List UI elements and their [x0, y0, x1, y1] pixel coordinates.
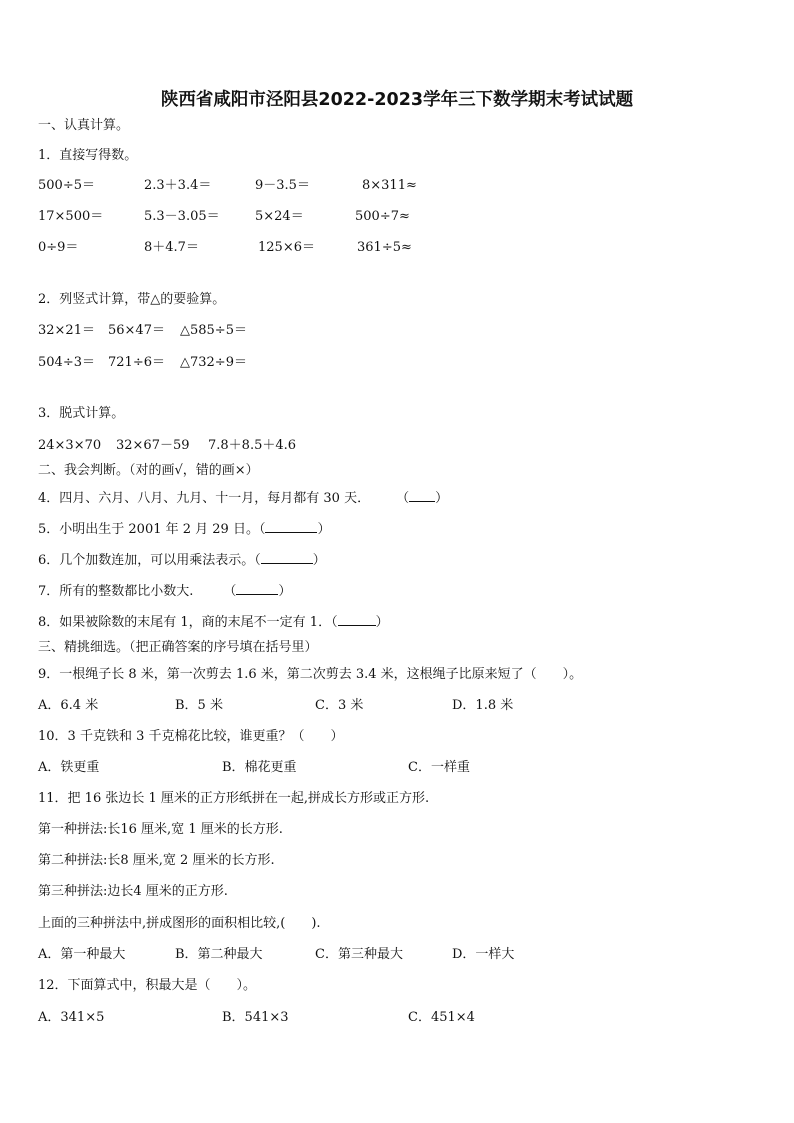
q2-r1c3: △585÷5＝ — [180, 323, 247, 338]
q11-option-d[interactable]: D．一样大 — [452, 947, 515, 962]
q11-line-1: 第一种拼法:长16 厘米,宽 1 厘米的长方形. — [38, 822, 283, 837]
q10-option-c[interactable]: C．一样重 — [408, 760, 470, 775]
q2-r2c2: 721÷6＝ — [108, 355, 165, 370]
q2-r2c3: △732÷9＝ — [180, 355, 247, 370]
q11-option-c[interactable]: C．第三种最大 — [315, 947, 403, 962]
q4-answer-blank[interactable] — [409, 490, 435, 502]
q1-r3c1: 0÷9＝ — [38, 240, 79, 255]
q12-text: 12．下面算式中，积最大是（ ）。 — [38, 978, 257, 993]
q11-text: 11．把 16 张边长 1 厘米的正方形纸拼在一起,拼成长方形或正方形. — [38, 791, 430, 806]
q12-option-a[interactable]: A．341×5 — [38, 1010, 105, 1025]
q9-option-b[interactable]: B．5 米 — [175, 698, 223, 713]
q11-line-3: 第三种拼法:边长4 厘米的正方形. — [38, 884, 228, 899]
section-2-heading: 二、我会判断。（对的画√，错的画×） — [38, 463, 259, 478]
q1-prompt: 1．直接写得数。 — [38, 148, 138, 163]
q10-option-a[interactable]: A．铁更重 — [38, 760, 100, 775]
q1-r2c2: 5.3－3.05＝ — [144, 209, 220, 224]
q2-prompt: 2．列竖式计算，带△的要验算。 — [38, 292, 226, 307]
q9-option-d[interactable]: D．1.8 米 — [452, 698, 514, 713]
q1-r1c3: 9－3.5＝ — [255, 178, 310, 193]
q9-text: 9．一根绳子长 8 米，第一次剪去 1.6 米，第二次剪去 3.4 米，这根绳子比原来短了（ ）。 — [38, 667, 583, 682]
q11-line-4: 上面的三种拼法中,拼成图形的面积相比较,( ). — [38, 916, 321, 931]
q2-r2c1: 504÷3＝ — [38, 355, 95, 370]
q3-item-1: 24×3×70 — [38, 438, 102, 453]
q1-r3c3: 125×6＝ — [258, 240, 315, 255]
q5-answer-blank[interactable] — [265, 521, 317, 533]
q12-option-b[interactable]: B．541×3 — [222, 1010, 289, 1025]
q11-line-2: 第二种拼法:长8 厘米,宽 2 厘米的长方形. — [38, 853, 275, 868]
page-title: 陕西省咸阳市泾阳县2022-2023学年三下数学期末考试试题 — [160, 90, 634, 110]
q9-option-c[interactable]: C．3 米 — [315, 698, 364, 713]
q3-item-3: 7.8＋8.5＋4.6 — [208, 438, 297, 453]
q3-prompt: 3．脱式计算。 — [38, 406, 125, 421]
q1-r3c4: 361÷5≈ — [357, 240, 412, 255]
q8: 8．如果被除数的末尾有 1，商的末尾不一定有 1．（ ） — [38, 615, 389, 630]
q8-answer-blank[interactable] — [338, 614, 376, 626]
q11-option-b[interactable]: B．第二种最大 — [175, 947, 263, 962]
q10-text: 10．3 千克铁和 3 千克棉花比较，谁更重？（ ） — [38, 729, 344, 744]
q1-r1c1: 500÷5＝ — [38, 178, 95, 193]
q11-option-a[interactable]: A．第一种最大 — [38, 947, 126, 962]
q4-text: 4．四月、六月、八月、九月、十一月，每月都有 30 天． — [38, 491, 371, 506]
q5: 5．小明出生于 2001 年 2 月 29 日。（ ） — [38, 522, 331, 537]
q6: 6．几个加数连加，可以用乘法表示。（ ） — [38, 553, 326, 568]
q10-option-b[interactable]: B．棉花更重 — [222, 760, 297, 775]
q3-item-2: 32×67－59 — [116, 438, 190, 453]
q7: 7．所有的整数都比小数大. （ ） — [38, 584, 292, 599]
q5-text: 5．小明出生于 2001 年 2 月 29 日。 — [38, 522, 259, 537]
section-3-heading: 三、精挑细选。（把正确答案的序号填在括号里） — [38, 640, 318, 655]
q6-text: 6．几个加数连加，可以用乘法表示。 — [38, 553, 255, 568]
q8-text: 8．如果被除数的末尾有 1，商的末尾不一定有 1． — [38, 615, 332, 630]
q6-answer-blank[interactable] — [261, 552, 313, 564]
q2-r1c2: 56×47＝ — [108, 323, 165, 338]
q1-r2c3: 5×24＝ — [255, 209, 304, 224]
q1-r2c4: 500÷7≈ — [355, 209, 410, 224]
q9-option-a[interactable]: A．6.4 米 — [38, 698, 99, 713]
q1-r1c4: 8×311≈ — [362, 178, 417, 193]
q7-answer-blank[interactable] — [236, 583, 278, 595]
q1-r1c2: 2.3＋3.4＝ — [144, 178, 212, 193]
q1-r3c2: 8＋4.7＝ — [144, 240, 199, 255]
q4: 4．四月、六月、八月、九月、十一月，每月都有 30 天． （ ） — [38, 491, 449, 506]
q7-text: 7．所有的整数都比小数大. — [38, 584, 194, 599]
q1-r2c1: 17×500＝ — [38, 209, 104, 224]
section-1-heading: 一、认真计算。 — [38, 118, 130, 133]
q2-r1c1: 32×21＝ — [38, 323, 95, 338]
q12-option-c[interactable]: C．451×4 — [408, 1010, 475, 1025]
